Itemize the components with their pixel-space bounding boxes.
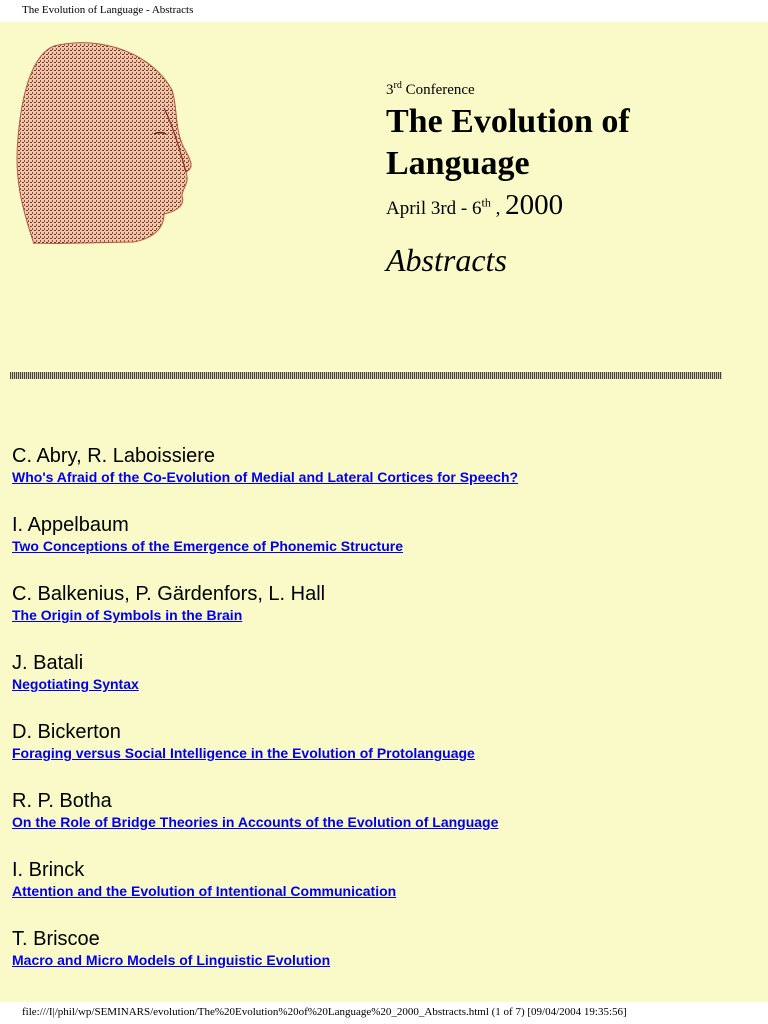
abstract-link[interactable]: Foraging versus Social Intelligence in the Evolution of Protolanguage [12,745,475,761]
conference-date [386,189,630,222]
date-text: April 3rd - 6 [386,198,482,219]
list-item [12,720,752,789]
date-suffix: th [481,195,491,210]
author-names: I. Brinck [12,859,85,881]
print-footer: file:///I|/phil/wp/SEMINARS/evolution/The%20Evolution%20of%20Language%20_2000_Abstracts.html (1 of 7) [09/04/2004 19:35:56] [22,1006,627,1018]
abstract-link[interactable]: On the Role of Bridge Theories in Accounts of the Evolution of Language [12,814,499,830]
conference-title-line-1: The Evolution of [386,103,630,140]
list-item [12,927,752,996]
conference-title-line-2: Language [386,145,530,182]
list-item [12,582,752,651]
date-separator: , [490,198,506,219]
conference-title [386,101,630,185]
abstract-link[interactable]: Who's Afraid of the Co-Evolution of Medial and Lateral Cortices for Speech? [12,469,519,485]
abstract-link[interactable]: Macro and Micro Models of Linguistic Evolution [12,952,331,968]
decorative-divider [10,372,722,379]
author-names: R. P. Botha [12,790,112,812]
print-header: The Evolution of Language - Abstracts [22,4,194,16]
list-item [12,651,752,720]
portrait-image [14,38,210,244]
author-names: T. Briscoe [12,928,100,950]
abstract-link[interactable]: Attention and the Evolution of Intentional Communication [12,883,397,899]
author-names: C. Balkenius, P. Gärdenfors, L. Hall [12,583,326,605]
abstract-link[interactable]: The Origin of Symbols in the Brain [12,607,243,623]
author-names: D. Bickerton [12,721,121,743]
list-item [12,858,752,927]
edition-number: 3 [386,82,394,98]
edition-suffix: rd [393,80,402,91]
author-names: J. Batali [12,652,84,674]
conference-year: 2000 [505,189,564,221]
list-item [12,789,752,858]
author-names: I. Appelbaum [12,514,129,536]
abstracts-list [12,444,752,996]
page-content [0,22,768,1002]
abstract-link[interactable]: Negotiating Syntax [12,676,139,692]
abstract-link[interactable]: Two Conceptions of the Emergence of Phonemic Structure [12,538,404,554]
edition-label: Conference [401,82,475,98]
section-title: Abstracts [386,242,507,278]
list-item [12,444,752,513]
list-item [12,513,752,582]
conference-heading [386,80,630,279]
author-names: C. Abry, R. Laboissiere [12,445,216,467]
